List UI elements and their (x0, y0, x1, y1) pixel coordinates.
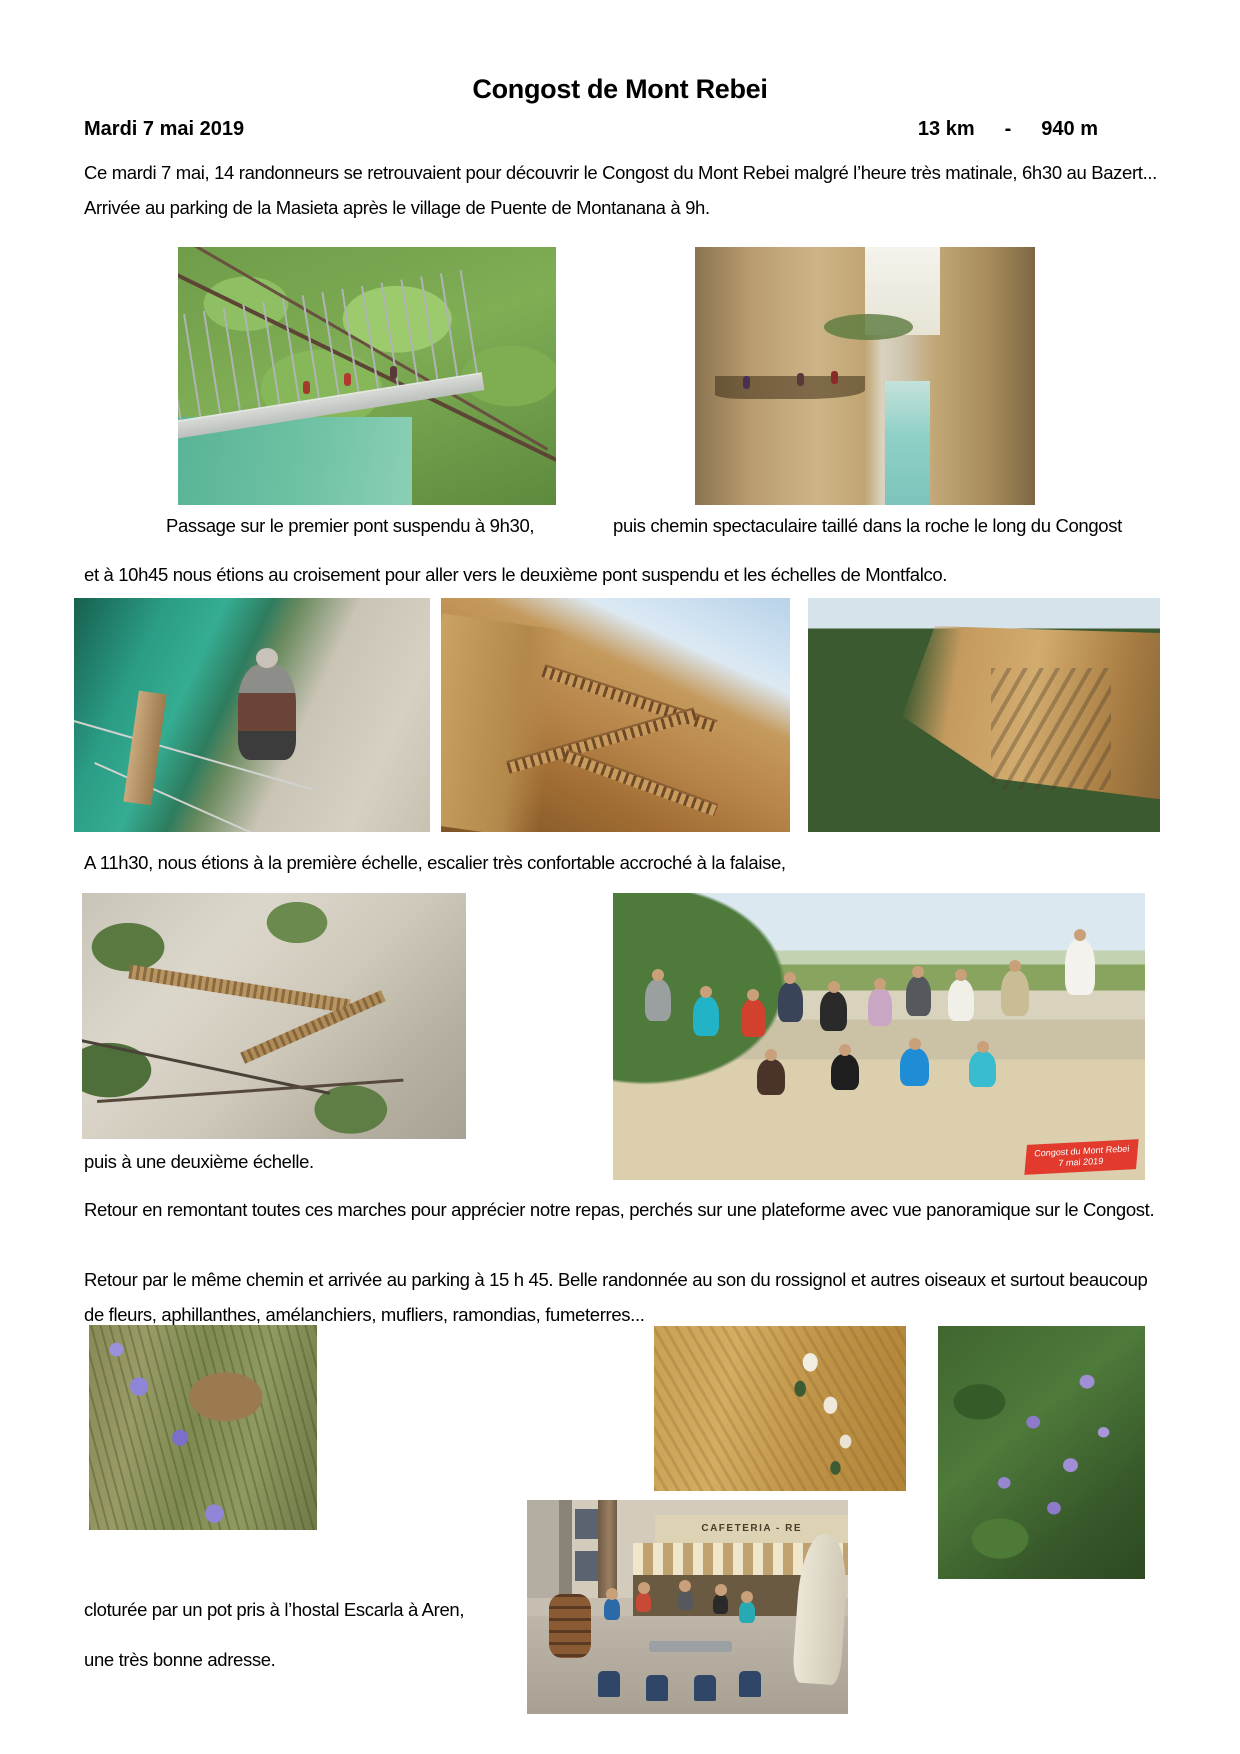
hiker-figure (831, 371, 838, 384)
photo-flowers-aphillanthes (89, 1325, 317, 1530)
hiker-figure (303, 381, 310, 394)
barrel (549, 1594, 591, 1658)
hiker-figure (797, 373, 804, 386)
person-figure (778, 982, 803, 1022)
elevation-value: 940 m (1041, 118, 1098, 140)
person-figure (831, 1054, 859, 1090)
person-figure (636, 1592, 651, 1612)
second-ladder-paragraph: puis à une deuxième échelle. (84, 1151, 314, 1172)
photo-flowers-ramondia (938, 1326, 1145, 1579)
chair (646, 1675, 668, 1701)
hiker-figure (390, 366, 397, 379)
hike-stats (918, 118, 1098, 141)
photo-carved-path (695, 247, 1035, 505)
river-area (885, 381, 929, 505)
person-figure (693, 996, 719, 1036)
vegetation (824, 314, 912, 340)
person-figure (604, 1598, 620, 1620)
cable (97, 1078, 404, 1102)
person-figure (900, 1048, 929, 1086)
person-figure (1065, 939, 1095, 995)
photo-wooden-stairs (441, 598, 790, 832)
distance-value: 13 km (917, 118, 975, 140)
page-title: Congost de Mont Rebei (472, 74, 768, 104)
intro-paragraph: Ce mardi 7 mai, 14 randonneurs se retrouvaient pour découvrir le Congost du Mont Rebei malgré l’heure très matinale, 6h30 au Bazert... Arrivée au parking de la Masieta après le village de Puente de Montanana à 9h. (84, 162, 1157, 218)
photo-date-stamp (1025, 1139, 1139, 1175)
person-figure (645, 979, 671, 1021)
wooden-post (123, 690, 167, 805)
terrace-table (649, 1641, 732, 1652)
tree-trunk (598, 1500, 617, 1598)
person-figure (713, 1594, 728, 1614)
photo-group (613, 893, 1145, 1180)
address-paragraph: une très bonne adresse. (84, 1649, 276, 1670)
photo-ladder-descent (74, 598, 430, 832)
caption-path: puis chemin spectaculaire taillé dans la roche le long du Congost (613, 515, 1122, 536)
drink-paragraph: cloturée par un pot pris à l’hostal Escarla à Aren, (84, 1599, 465, 1620)
stamp-title: Congost du Mont Rebei (1034, 1143, 1131, 1159)
person-figure (757, 1059, 785, 1095)
hiker-figure (344, 373, 351, 386)
rock-ledge (715, 376, 865, 399)
stair-flight (541, 664, 718, 732)
photo-flowers-muflier (654, 1326, 906, 1491)
photo-walkway (82, 893, 466, 1139)
chair (694, 1675, 716, 1701)
return-paragraph: Retour par le même chemin et arrivée au parking à 15 h 45. Belle randonnée au son du rossignol et autres oiseaux et surtout beaucoup de fleurs, aphillanthes, amélanchiers, mufliers, ramondias, fumeterres... (84, 1269, 1148, 1325)
chair (739, 1671, 761, 1697)
chair (598, 1671, 620, 1697)
person-figure (948, 979, 974, 1021)
hike-date: Mardi 7 mai 2019 (84, 118, 245, 140)
person-figure (739, 1601, 755, 1623)
first-ladder-paragraph: A 11h30, nous étions à la première échelle, escalier très confortable accroché à la falaise, (84, 852, 786, 873)
person-figure (969, 1051, 996, 1087)
rock-spur (441, 614, 567, 832)
crossing-paragraph: et à 10h45 nous étions au croisement pour aller vers le deuxième pont suspendu et les échelles de Montfalco. (84, 564, 948, 585)
caption-bridge: Passage sur le premier pont suspendu à 9h30, (166, 515, 535, 536)
person-figure (678, 1590, 693, 1610)
person-figure (820, 991, 847, 1031)
photo-cafe-terrace (527, 1500, 848, 1714)
hiker-figure (238, 664, 296, 760)
wooden-walkway (128, 964, 350, 1013)
person-figure (868, 988, 892, 1026)
stamp-date: 7 mai 2019 (1058, 1155, 1105, 1169)
photo-suspension-bridge (178, 247, 556, 505)
cliff-streaks (991, 668, 1111, 790)
person-figure (1001, 970, 1029, 1016)
stats-separator: - (1004, 118, 1012, 140)
person-figure (741, 999, 766, 1037)
stair-flight (562, 749, 717, 816)
photo-cliff-face (808, 598, 1160, 832)
photo-flowers-amelanchier (342, 1326, 635, 1492)
hiker-figure (743, 376, 750, 389)
lunch-paragraph: Retour en remontant toutes ces marches pour apprécier notre repas, perchés sur une plateforme avec vue panoramique sur le Congost. (84, 1199, 1155, 1220)
cafeteria-sign: CAFETERIA - RE (655, 1515, 848, 1543)
person-figure (906, 976, 931, 1016)
